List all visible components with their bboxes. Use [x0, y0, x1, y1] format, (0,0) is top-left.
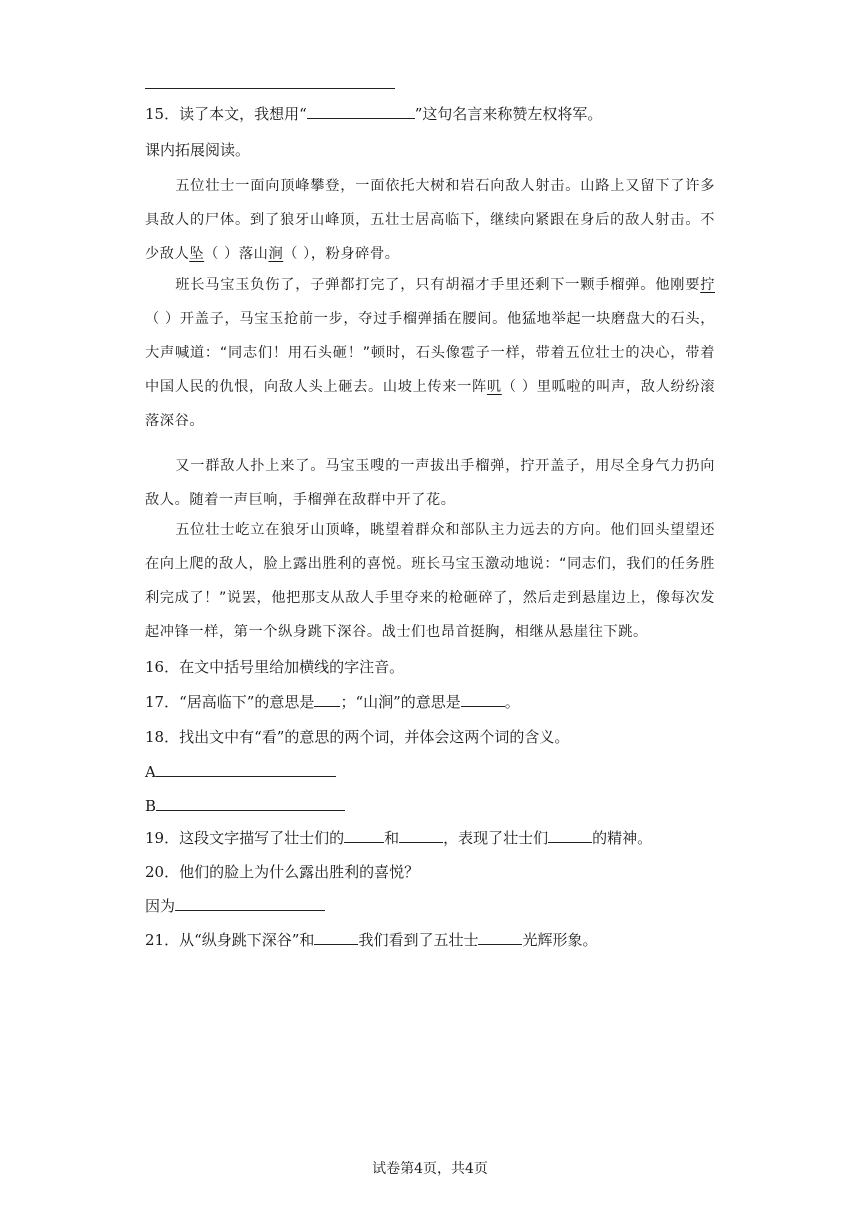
text: ；“山涧”的意思是	[340, 693, 461, 711]
answer-blank[interactable]	[156, 762, 336, 777]
underlined-char: 坠	[189, 246, 205, 262]
answer-blank[interactable]	[156, 796, 345, 811]
text: 和	[384, 829, 400, 847]
text: （ ）开盖子，马宝玉抢前一步，夺过手榴弹插在腰间。他猛地举起一块磨盘大的石头，大声喊道：“同志们！用石头砸！”顿时，石头像雹子一样，带着五位壮士的决心，带着中国人民的仇恨，向敌人头上砸去。山坡上传来一阵	[145, 311, 715, 395]
q15-text-a: 15．读了本文，我想用“	[145, 105, 307, 123]
text: 。	[504, 693, 520, 711]
text: 五位壮士一面向顶峰攀登，一面依托大树和岩石向敌人射击。山路上又留下了许多具敌人的尸体。到了狼牙山峰顶，五壮士居高临下，继续向紧跟在身后的敌人射击。不少敌人	[145, 178, 715, 262]
q15-text-b: ”这句名言来称赞左权将军。	[414, 105, 603, 123]
text: 班长马宝玉负伤了，子弹都打完了，只有胡福才手里还剩下一颗手榴弹。他刚要	[175, 277, 701, 293]
question-17	[145, 692, 520, 712]
answer-blank[interactable]	[548, 828, 592, 843]
text: 21．从“纵身跳下深谷”和	[145, 931, 315, 949]
question-20: 20．他们的脸上为什么露出胜利的喜悦？	[145, 863, 420, 881]
question-21	[145, 930, 597, 950]
text: （ ）里呱啦的叫声，敌人纷纷滚落深谷。	[145, 379, 715, 429]
answer-blank[interactable]	[314, 692, 340, 707]
underlined-char: 涧	[268, 246, 284, 262]
question-18: 18．找出文中有“看”的意思的两个词，并体会这两个词的含义。	[145, 728, 570, 746]
answer-line-a	[145, 762, 336, 782]
passage-paragraph-1	[145, 169, 715, 271]
text: 我们看到了五壮士	[358, 931, 479, 949]
answer-blank[interactable]	[478, 930, 522, 945]
question-16: 16．在文中括号里给加横线的字注音。	[145, 658, 405, 676]
answer-blank[interactable]	[461, 692, 505, 707]
answer-blank[interactable]	[314, 930, 358, 945]
text: 因为	[145, 897, 176, 915]
passage-paragraph-2	[145, 268, 715, 438]
text: 17．“居高临下”的意思是	[145, 693, 315, 711]
text: 19．这段文字描写了壮士们的	[145, 829, 345, 847]
answer-blank[interactable]	[344, 828, 384, 843]
answer-blank[interactable]	[307, 104, 415, 119]
answer-line-q20	[145, 896, 325, 916]
text: 的精神。	[592, 829, 653, 847]
page-footer: 试卷第4页，共4页	[372, 1161, 488, 1177]
text: ，表现了壮士们	[443, 829, 549, 847]
text: （ ），粉身碎骨。	[283, 246, 400, 262]
text: 五位壮士屹立在狼牙山顶峰，眺望着群众和部队主力远去的方向。他们回头望望还在向上爬的敌人，脸上露出胜利的喜悦。班长马宝玉激动地说：“同志们，我们的任务胜利完成了！”说罢，他把那支从敌人手里夺来的枪砸碎了，然后走到悬崖边上，像每次发起冲锋一样，第一个纵身跳下深谷。战士们也昂首挺胸，相继从悬崖往下跳。	[145, 522, 715, 640]
underlined-char: 拧	[700, 277, 715, 293]
answer-line-b	[145, 796, 345, 816]
text: A	[145, 763, 156, 781]
answer-blank[interactable]	[399, 828, 443, 843]
text: （ ）落山	[204, 246, 269, 262]
top-rule	[145, 88, 395, 89]
text: B	[145, 797, 157, 815]
passage-paragraph-3	[145, 449, 715, 517]
question-15	[145, 104, 602, 124]
section-title: 课内拓展阅读。	[145, 141, 251, 159]
question-19	[145, 828, 652, 848]
text: 光辉形象。	[522, 931, 598, 949]
passage-paragraph-4	[145, 513, 715, 649]
underlined-char: 叽	[486, 379, 502, 395]
answer-blank[interactable]	[175, 896, 325, 911]
text: 又一群敌人扑上来了。马宝玉嗖的一声拔出手榴弹，拧开盖子，用尽全身气力扔向敌人。随着一声巨响，手榴弹在敌群中开了花。	[145, 458, 715, 508]
